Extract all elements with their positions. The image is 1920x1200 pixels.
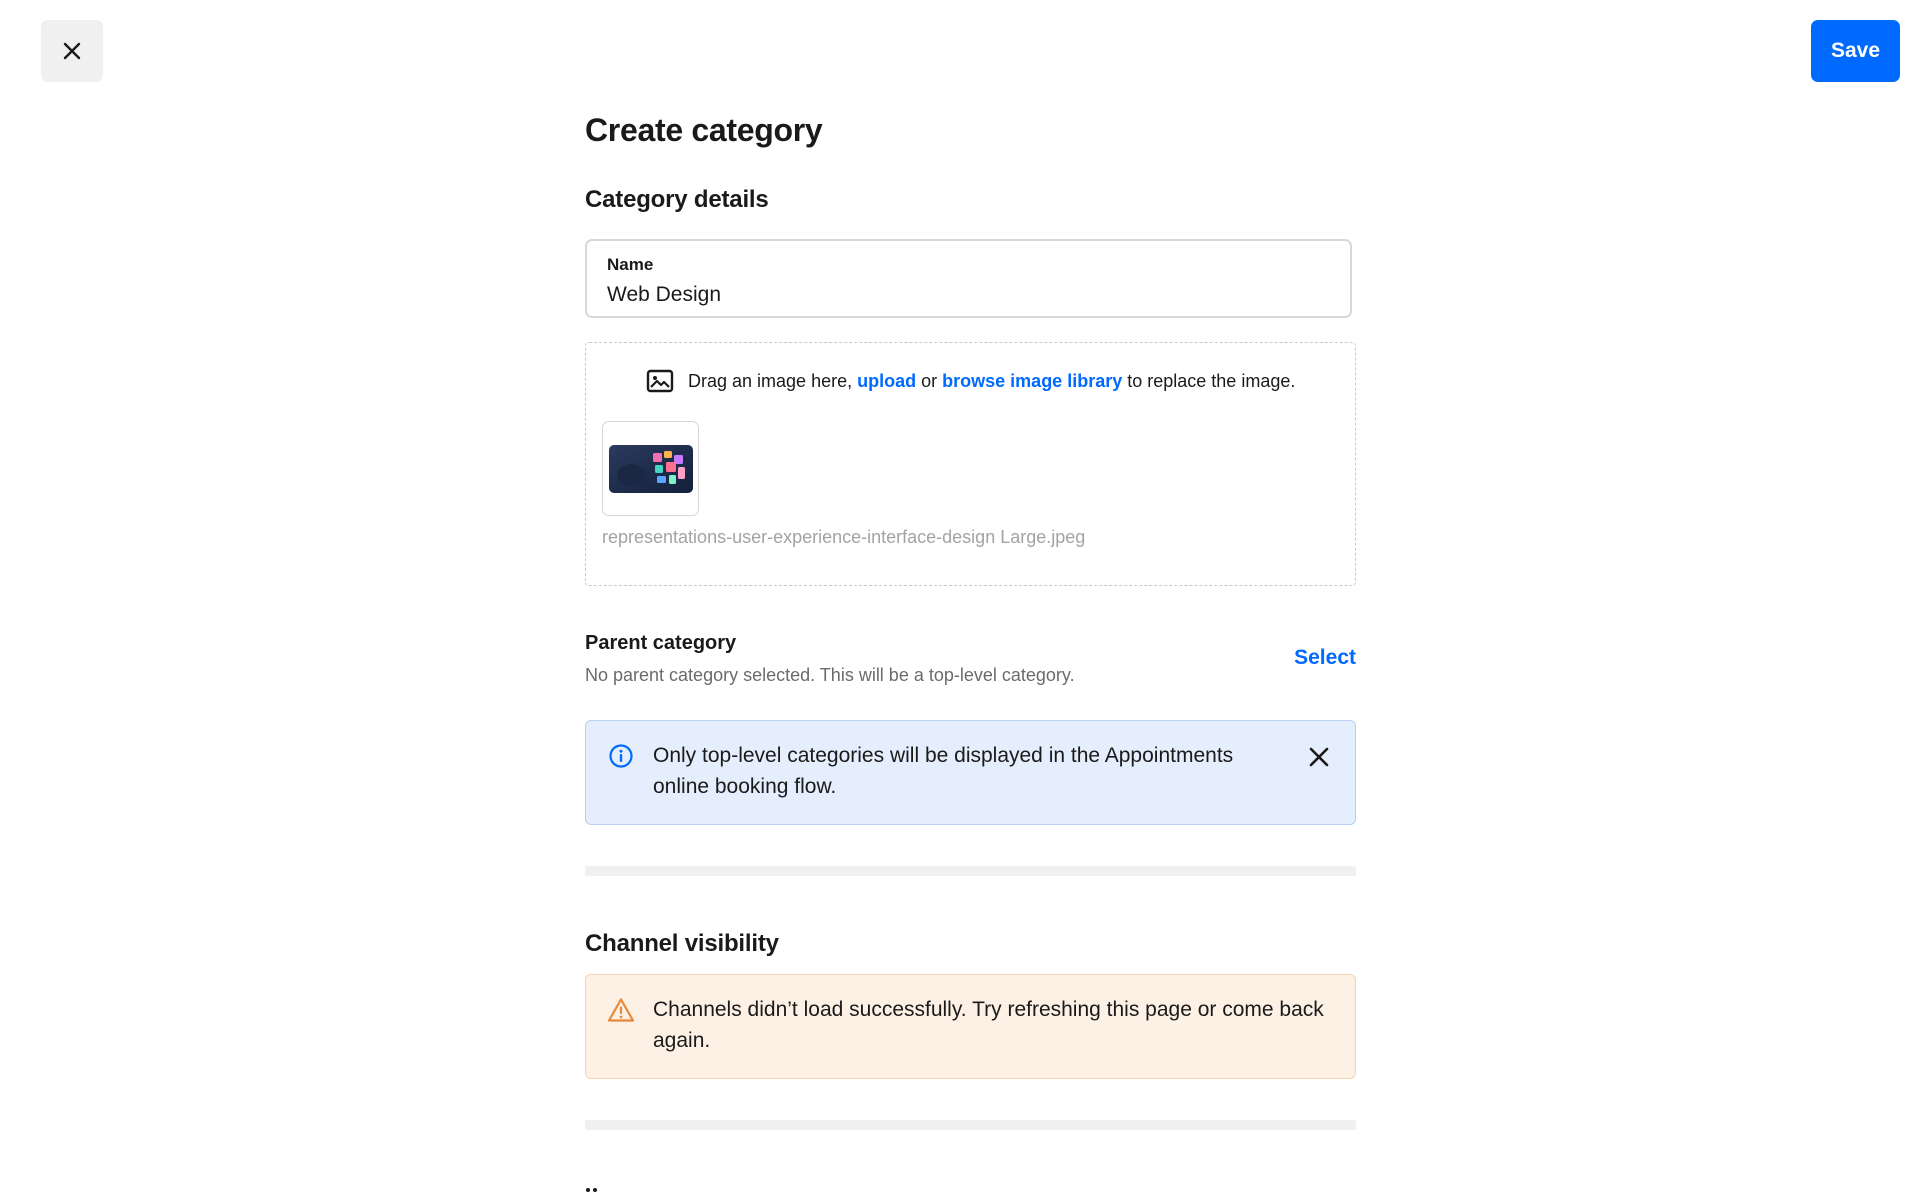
- dropzone-text-after: to replace the image.: [1127, 370, 1296, 391]
- image-dropzone[interactable]: [585, 342, 1356, 586]
- select-parent-category-button[interactable]: Select: [1294, 646, 1356, 669]
- image-filename: representations-user-experience-interface-design Large.jpeg: [602, 527, 1086, 547]
- dropzone-text-before: Drag an image here,: [688, 370, 853, 391]
- image-thumbnail[interactable]: [602, 421, 699, 516]
- name-field-label: Name: [607, 255, 654, 274]
- channel-visibility-heading: Channel visibility: [585, 930, 779, 957]
- save-button[interactable]: Save: [1811, 20, 1900, 82]
- image-icon: [646, 369, 674, 393]
- warning-banner-text: Channels didn’t load successfully. Try refreshing this page or come back again.: [653, 998, 1324, 1052]
- parent-category-title: Parent category: [585, 632, 737, 654]
- upload-link[interactable]: upload: [857, 370, 917, 391]
- warning-icon: [607, 997, 635, 1023]
- section-divider: [585, 1120, 1356, 1130]
- close-icon[interactable]: [1307, 745, 1331, 769]
- info-banner: [585, 720, 1356, 825]
- warning-banner: [585, 974, 1356, 1079]
- parent-category-description: No parent category selected. This will be a top-level category.: [585, 665, 1075, 685]
- dropzone-instructions: [646, 369, 1295, 393]
- category-details-heading: Category details: [585, 186, 769, 213]
- section-divider: [585, 866, 1356, 876]
- browse-image-library-link[interactable]: browse image library: [942, 370, 1123, 391]
- page-title: Create category: [585, 112, 823, 148]
- name-input[interactable]: Web Design: [607, 283, 722, 306]
- truncated-content-indicator: [585, 1186, 599, 1194]
- close-button[interactable]: [41, 20, 103, 82]
- thumbnail-image: [609, 445, 693, 493]
- dropzone-or-text: or: [921, 370, 938, 391]
- info-banner-text: Only top-level categories will be displayed in the Appointments online booking flow.: [653, 744, 1234, 798]
- name-field[interactable]: [585, 239, 1352, 318]
- info-icon: [608, 743, 634, 769]
- close-icon: [63, 42, 81, 60]
